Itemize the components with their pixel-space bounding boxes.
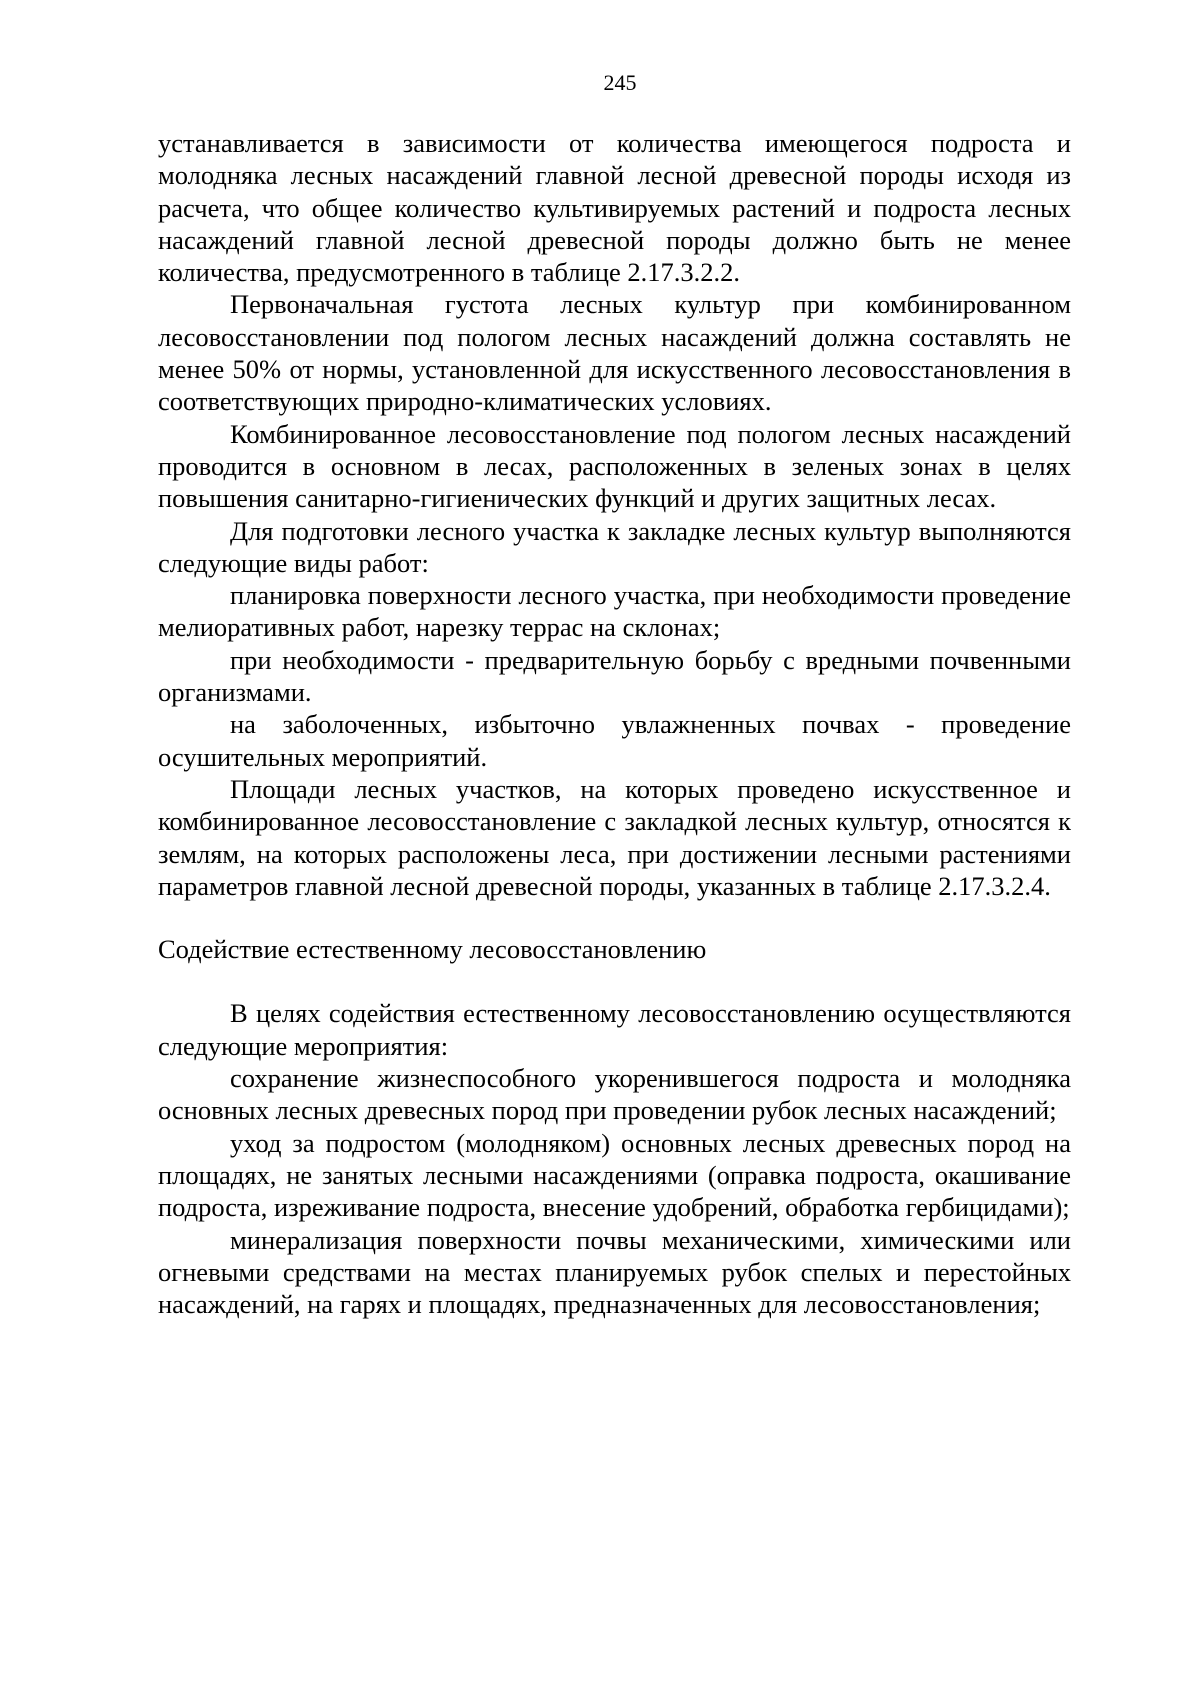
paragraph: Для подготовки лесного участка к закладке лесных культур выполняются следующие виды работ:: [158, 515, 1071, 578]
paragraph: Комбинированное лесовосстановление под пологом лесных насаждений проводится в основном в лесах, расположенных в зеленых зонах в целях повышения санитарно-гигиенических функций и других защитных лесах.: [158, 418, 1071, 514]
list-item: планировка поверхности лесного участка, при необходимости проведение мелиоративных работ, нарезку террас на склонах;: [158, 580, 1071, 643]
page-content: [158, 127, 1071, 1320]
list-item: уход за подростом (молодняком) основных лесных древесных пород на площадях, не занятых лесными насаждениями (оправка подроста, окашивание подроста, изреживание подроста, внесение удобрений, обработка гербицидами);: [158, 1127, 1071, 1223]
list-item: при необходимости - предварительную борьбу с вредными почвенными организмами.: [158, 644, 1071, 708]
paragraph: В целях содействия естественному лесовосстановлению осуществляются следующие мероприятия:: [158, 998, 1071, 1061]
list-item: сохранение жизнеспособного укоренившегося подроста и молодняка основных лесных древесных пород при проведении рубок лесных насаждений;: [158, 1063, 1071, 1126]
page-number: 245: [603, 70, 637, 95]
section-heading: Содействие естественному лесовосстановлению: [158, 934, 707, 965]
paragraph: Площади лесных участков, на которых проведено искусственное и комбинированное лесовосстановление с закладкой лесных культур, относятся к землям, на которых расположены леса, при достижении лесными растениями параметров главной лесной древесной породы, указанных в таблице 2.17.3.2.4.: [158, 773, 1071, 901]
list-item: на заболоченных, избыточно увлажненных почвах - проведение осушительных мероприятий.: [158, 709, 1071, 772]
paragraph: Первоначальная густота лесных культур при комбинированном лесовосстановлении под пологом лесных насаждений должна составлять не менее 50% от нормы, установленной для искусственного лесовосстановления в соответствующих природно-климатических условиях.: [158, 289, 1071, 417]
list-item: минерализация поверхности почвы механическими, химическими или огневыми средствами на местах планируемых рубок спелых и перестойных насаждений, на гарях и площадях, предназначенных для лесовосстановления;: [158, 1224, 1071, 1320]
paragraph: устанавливается в зависимости от количества имеющегося подроста и молодняка лесных насаждений главной лесной древесной породы исходя из расчета, что общее количество культивируемых растений и подроста лесных насаждений главной лесной древесной породы должно быть не менее количества, предусмотренного в таблице 2.17.3.2.2.: [158, 128, 1071, 288]
